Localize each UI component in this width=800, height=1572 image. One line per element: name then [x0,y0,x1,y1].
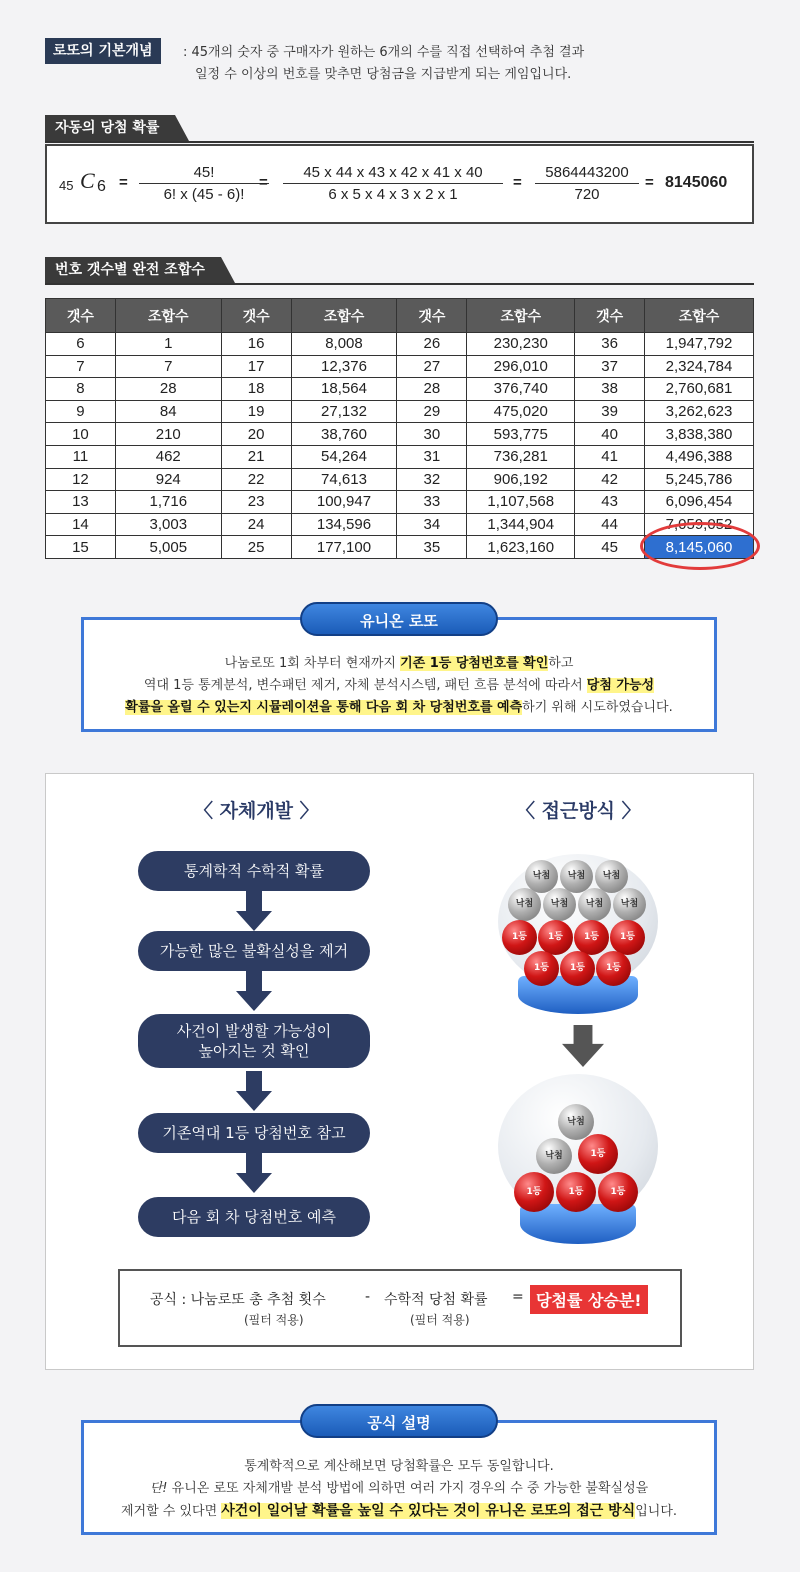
rate-increase-badge: 당첨률 상승분! [530,1285,648,1314]
count-cell: 43 [575,491,645,514]
c-symbol: C [80,168,95,193]
count-cell: 36 [575,333,645,356]
explain-title-pill: 공식 설명 [300,1404,498,1438]
losing-ball-icon: 낙첨 [543,888,576,921]
combo-cell: 462 [115,445,221,468]
col-combo-header: 조합수 [467,299,575,333]
step-check-line-2: 높아지는 것 확인 [198,1042,310,1060]
union-l3-tail: 하기 위해 시도하였습니다. [522,700,673,715]
explain-line-3 [84,1500,714,1523]
fraction-3 [535,164,639,203]
arrow-down-icon [234,971,274,1011]
count-cell: 35 [397,536,467,559]
combo-cell: 134,596 [291,513,397,536]
count-cell: 27 [397,355,467,378]
combo-table-header-row [46,299,754,333]
formula-minus: - [365,1289,371,1305]
fraction-2-num: 45 x 44 x 43 x 42 x 41 x 40 [283,164,503,184]
combo-cell: 12,376 [291,355,397,378]
winning-ball-icon: 1등 [560,951,595,986]
step-predict-next: 다음 회 차 당첨번호 예측 [138,1197,370,1237]
losing-ball-icon: 낙첨 [595,860,628,893]
count-cell: 34 [397,513,467,536]
combo-cell: 230,230 [467,333,575,356]
arrow-down-icon [234,891,274,931]
explain-l3-mid: 이 [466,1503,486,1519]
col-combo-header: 조합수 [291,299,397,333]
union-l2-text: 역대 1등 통계분석, 변수패턴 제거, 자체 분석시스템, 패턴 흐름 분석에 따라서 [143,678,587,693]
c-subscript-left: 45 [59,178,74,193]
count-cell: 24 [221,513,291,536]
explain-l3-text: 제거할 수 있다면 [120,1504,222,1519]
arrow-down-icon [561,1025,605,1067]
filter-note-1: (필터 적용) [244,1313,304,1327]
col-count-header: 갯수 [46,299,116,333]
fraction-2-den: 6 x 5 x 4 x 3 x 2 x 1 [328,186,458,203]
intro-line-1: : 45개의 숫자 중 구매자가 원하는 6개의 수를 직접 선택하여 추첨 결과 [183,45,585,60]
combo-cell: 3,262,623 [645,400,754,423]
combo-cell: 6,096,454 [645,491,754,514]
explain-l3-highlight-2: 유니온 로또의 접근 방식 [485,1503,636,1519]
table-row [46,445,754,468]
combo-cell: 736,281 [467,445,575,468]
count-cell: 10 [46,423,116,446]
formula-mid: 수학적 당첨 확률 [384,1292,488,1308]
losing-ball-icon: 낙첨 [578,888,611,921]
count-cell: 8 [46,378,116,401]
explain-l3-tail: 입니다. [635,1504,678,1519]
explain-line-2 [84,1478,714,1500]
formula-equals: = [512,1289,524,1305]
step-check-probability [138,1014,370,1068]
combos-header [45,257,754,285]
fraction-3-den: 720 [574,186,600,203]
combo-cell: 84 [115,400,221,423]
losing-ball-icon: 낙첨 [536,1138,572,1174]
combo-cell: 1,623,160 [467,536,575,559]
combo-cell: 54,264 [291,445,397,468]
losing-ball-icon: 낙첨 [508,888,541,921]
count-cell: 44 [575,513,645,536]
explain-l2-text: 유니온 로또 자체개발 분석 방법에 의하면 여러 가지 경우의 수 중 가능한 불확실성을 [167,1481,649,1496]
col-combo-header: 조합수 [645,299,754,333]
losing-ball-icon: 낙첨 [560,860,593,893]
combo-cell: 100,947 [291,491,397,514]
count-cell: 38 [575,378,645,401]
count-cell: 23 [221,491,291,514]
combo-cell: 177,100 [291,536,397,559]
count-cell: 13 [46,491,116,514]
winning-ball-icon: 1등 [556,1172,596,1212]
count-cell: 21 [221,445,291,468]
combo-cell: 5,245,786 [645,468,754,491]
winning-ball-icon: 1등 [574,920,609,955]
col-combo-header: 조합수 [115,299,221,333]
union-l1-highlight: 기존 1등 당첨번호를 확인 [400,656,549,671]
equals-1: = [119,174,128,191]
combo-cell: 376,740 [467,378,575,401]
col-count-header: 갯수 [221,299,291,333]
winning-ball-icon: 1등 [598,1172,638,1212]
c-subscript-right: 6 [97,178,106,195]
combo-cell: 296,010 [467,355,575,378]
step-statistics: 통계학적 수학적 확률 [138,851,370,891]
losing-ball-icon: 낙첨 [525,860,558,893]
explain-l3-highlight-1: 사건이 일어날 확률을 높일 수 있다는 것 [221,1503,467,1519]
fraction-3-num: 5864443200 [535,164,639,184]
intro-tag: 로또의 기본개념 [45,38,161,64]
union-line-1 [84,653,714,675]
count-cell: 18 [221,378,291,401]
equals-2: = [259,174,268,191]
combo-cell: 18,564 [291,378,397,401]
count-cell: 7 [46,355,116,378]
combo-cell: 475,020 [467,400,575,423]
combo-cell: 7 [115,355,221,378]
arrow-down-icon [234,1071,274,1111]
winning-ball-icon: 1등 [596,951,631,986]
develop-panel [45,773,754,1370]
col-count-header: 갯수 [397,299,467,333]
count-cell: 45 [575,536,645,559]
formula-box [118,1269,682,1347]
winning-ball-icon: 1등 [538,920,573,955]
losing-ball-icon: 낙첨 [613,888,646,921]
count-cell: 40 [575,423,645,446]
count-cell: 14 [46,513,116,536]
equals-3: = [513,174,522,191]
winning-ball-icon: 1등 [578,1134,618,1174]
table-row [46,423,754,446]
count-cell: 26 [397,333,467,356]
highlight-ellipse [640,522,760,570]
winning-ball-icon: 1등 [610,920,645,955]
combo-cell: 924 [115,468,221,491]
combo-cell: 906,192 [467,468,575,491]
count-cell: 20 [221,423,291,446]
step-reference-winners: 기존역대 1등 당첨번호 참고 [138,1113,370,1153]
combo-cell: 74,613 [291,468,397,491]
combo-cell: 8,008 [291,333,397,356]
combo-cell: 1,344,904 [467,513,575,536]
union-l2-highlight: 당첨 가능성 [586,678,655,693]
count-cell: 17 [221,355,291,378]
count-cell: 6 [46,333,116,356]
combo-cell: 210 [115,423,221,446]
combo-cell: 8,145,060 [645,536,754,559]
intro-line-2: 일정 수 이상의 번호를 맞추면 당첨금을 지급받게 되는 게임입니다. [195,67,572,82]
winning-ball-icon: 1등 [514,1172,554,1212]
count-cell: 39 [575,400,645,423]
union-line-2 [84,675,714,697]
count-cell: 42 [575,468,645,491]
union-l3-highlight: 확률을 올릴 수 있는지 시뮬레이션을 통해 다음 회 차 당첨번호를 예측 [125,700,523,715]
combo-cell: 3,838,380 [645,423,754,446]
union-title-pill: 유니온 로또 [300,602,498,636]
arrow-down-icon [234,1153,274,1193]
combo-cell: 27,132 [291,400,397,423]
table-row [46,333,754,356]
fraction-1 [139,164,269,203]
gumball-machine-after [498,1074,658,1244]
formula-prefix: 공식 : 나눔로또 총 추첨 횟수 [150,1292,326,1308]
count-cell: 16 [221,333,291,356]
combo-cell: 38,760 [291,423,397,446]
count-cell: 32 [397,468,467,491]
winning-ball-icon: 1등 [524,951,559,986]
count-cell: 22 [221,468,291,491]
union-l1-tail: 하고 [548,656,574,671]
combo-cell: 2,760,681 [645,378,754,401]
combo-cell: 3,003 [115,513,221,536]
step-check-line-1: 사건이 발생할 가능성이 [176,1022,332,1040]
gumball-machine-before [498,854,658,1014]
combo-cell: 1,716 [115,491,221,514]
develop-title-left: 〈 자체개발 〉 [194,800,319,822]
table-row [46,468,754,491]
count-cell: 25 [221,536,291,559]
develop-title-right: 〈 접근방식 〉 [516,800,641,822]
combo-cell: 28 [115,378,221,401]
table-row [46,355,754,378]
union-l1-text: 나눔로또 1회 차부터 현재까지 [224,656,401,671]
filter-note-2: (필터 적용) [410,1313,470,1327]
combo-cell: 5,005 [115,536,221,559]
fraction-1-num: 45! [139,164,269,184]
count-cell: 12 [46,468,116,491]
combo-cell: 593,775 [467,423,575,446]
intro-text [183,42,763,86]
count-cell: 11 [46,445,116,468]
table-row [46,400,754,423]
step-remove-uncertainty: 가능한 많은 불확실성을 제거 [138,931,370,971]
table-row [46,491,754,514]
combo-cell: 2,324,784 [645,355,754,378]
count-cell: 19 [221,400,291,423]
winning-ball-icon: 1등 [502,920,537,955]
fraction-2 [283,164,503,203]
count-cell: 37 [575,355,645,378]
count-cell: 30 [397,423,467,446]
equals-4: = [645,174,654,191]
probability-result: 8145060 [665,174,728,191]
count-cell: 41 [575,445,645,468]
count-cell: 9 [46,400,116,423]
probability-header-label: 자동의 당첨 확률 [45,115,175,141]
combo-cell: 1,947,792 [645,333,754,356]
losing-ball-icon: 낙첨 [558,1104,594,1140]
count-cell: 28 [397,378,467,401]
combo-cell: 1,107,568 [467,491,575,514]
count-cell: 29 [397,400,467,423]
count-cell: 31 [397,445,467,468]
combo-cell: 4,496,388 [645,445,754,468]
fraction-1-den: 6! x (45 - 6)! [163,186,245,203]
combo-table [45,298,754,559]
probability-header [45,115,754,143]
explain-l2-em: 단! [149,1481,168,1496]
explain-line-1: 통계학적으로 계산해보면 당첨확률은 모두 동일합니다. [244,1459,554,1474]
combo-cell: 1 [115,333,221,356]
probability-formula [45,144,754,224]
combo-cell: 7,059,052 [645,513,754,536]
union-line-3 [84,697,714,719]
count-cell: 15 [46,536,116,559]
combos-header-label: 번호 갯수별 완전 조합수 [45,257,221,283]
col-count-header: 갯수 [575,299,645,333]
count-cell: 33 [397,491,467,514]
table-row [46,378,754,401]
table-row [46,513,754,536]
